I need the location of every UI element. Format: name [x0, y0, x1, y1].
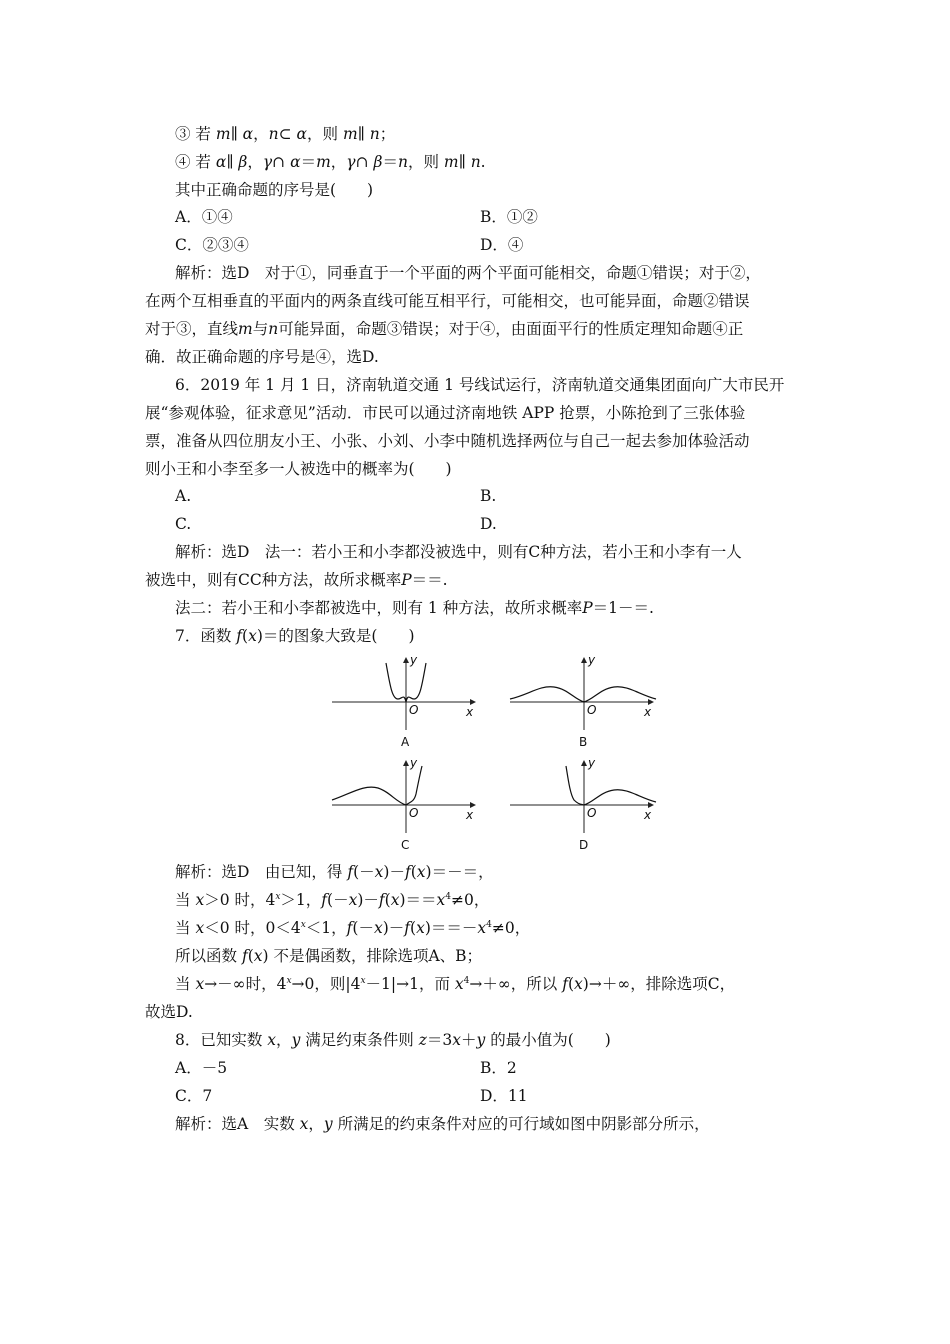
q6-solution-line-1: 解析：选D 法一：若小王和小李都没被选中，则有C种方法，若小王和小李有一人 — [175, 543, 742, 561]
q5-option-a: A．①④ — [175, 208, 233, 226]
graph-d-label: D — [579, 838, 589, 852]
q6-stem-line-2: 展“参观体验，征求意见”活动．市民可以通过济南地铁 APP 抢票，小陈抢到了三张体验 — [145, 404, 746, 422]
q7-stem: 7．函数 f(x)＝的图象大致是( ) — [175, 627, 415, 645]
q6-stem-line-4: 则小王和小李至多一人被选中的概率为( ) — [145, 460, 452, 478]
q6-option-d: D. — [480, 515, 497, 533]
graph-a-label: A — [401, 735, 410, 749]
q7-solution-line-4: 所以函数 f(x) 不是偶函数，排除选项A、B； — [175, 947, 483, 965]
graph-d: y x O D — [508, 758, 658, 853]
q5-solution-line-1: 解析：选D 对于①，同垂直于一个平面的两个平面可能相交，命题①错误；对于②， — [175, 264, 761, 282]
q8-stem: 8．已知实数 x，y 满足约束条件则 z＝3x＋y 的最小值为( ) — [175, 1031, 611, 1049]
q6-option-c: C. — [175, 515, 192, 533]
q7-solution-line-1: 解析：选D 由已知，得 f(－x)－f(x)＝－＝， — [175, 863, 494, 881]
q7-solution-line-6: 故选D. — [145, 1003, 193, 1021]
q5-item-4: ④ 若 α∥ β，γ∩ α＝m，γ∩ β＝n，则 m∥ n. — [175, 153, 486, 171]
q5-option-b: B．①② — [480, 208, 538, 226]
q5-option-d: D．④ — [480, 236, 524, 254]
graph-a: y x O A — [330, 655, 480, 750]
q8-option-a: A．－5 — [175, 1059, 228, 1077]
q7-solution-line-2: 当 x＞0 时，$4^x>1$，$f(-x)-f(x)==x^4\ne 0$， — [175, 891, 490, 909]
graph-b-label: B — [579, 735, 588, 749]
q5-solution-line-4: 确．故正确命题的序号是④，选D. — [145, 348, 379, 366]
q5-solution-line-2: 在两个互相垂直的平面内的两条直线可能互相平行，可能相交，也可能异面，命题②错误 — [145, 292, 750, 310]
q6-option-b: B. — [480, 487, 497, 505]
graph-c: y x O C — [330, 758, 480, 853]
graph-b: y x O B — [508, 655, 658, 750]
q7-solution-line-5: 当 x→－∞时，$4^x\to 0$，则$|4^x-1|\to 1$，而 $x^4\to+\infty$，所以 f(x)→＋∞，排除选项C， — [175, 975, 736, 993]
q8-option-b: B．2 — [480, 1059, 517, 1077]
q8-option-d: D．11 — [480, 1087, 528, 1105]
q6-stem-line-1: 6．2019 年 1 月 1 日，济南轨道交通 1 号线试运行，济南轨道交通集团面向广大市民开 — [175, 376, 785, 394]
q5-solution-line-3: 对于③，直线m与n可能异面，命题③错误；对于④，由面面平行的性质定理知命题④正 — [145, 320, 744, 338]
q8-option-c: C．7 — [175, 1087, 213, 1105]
q8-solution-line-1: 解析：选A 实数 x，y 所满足的约束条件对应的可行域如图中阴影部分所示， — [175, 1115, 710, 1133]
q6-solution-line-3: 法二：若小王和小李都被选中，则有 1 种方法，故所求概率P＝1－＝. — [175, 599, 654, 617]
graph-c-label: C — [401, 838, 410, 852]
q6-solution-line-2: 被选中，则有CC种方法，故所求概率P＝＝. — [145, 571, 448, 589]
q7-solution-line-3: 当 x＜0 时，$0<4^x<1$，$f(-x)-f(x)==-x^4\ne 0$， — [175, 919, 531, 937]
q5-prompt: 其中正确命题的序号是( ) — [175, 181, 374, 199]
q5-item-3: ③ 若 m∥ α，n⊂ α，则 m∥ n； — [175, 125, 396, 143]
q6-option-a: A. — [175, 487, 192, 505]
q5-option-c: C．②③④ — [175, 236, 249, 254]
q6-stem-line-3: 票，准备从四位朋友小王、小张、小刘、小李中随机选择两位与自己一起去参加体验活动 — [145, 432, 750, 450]
